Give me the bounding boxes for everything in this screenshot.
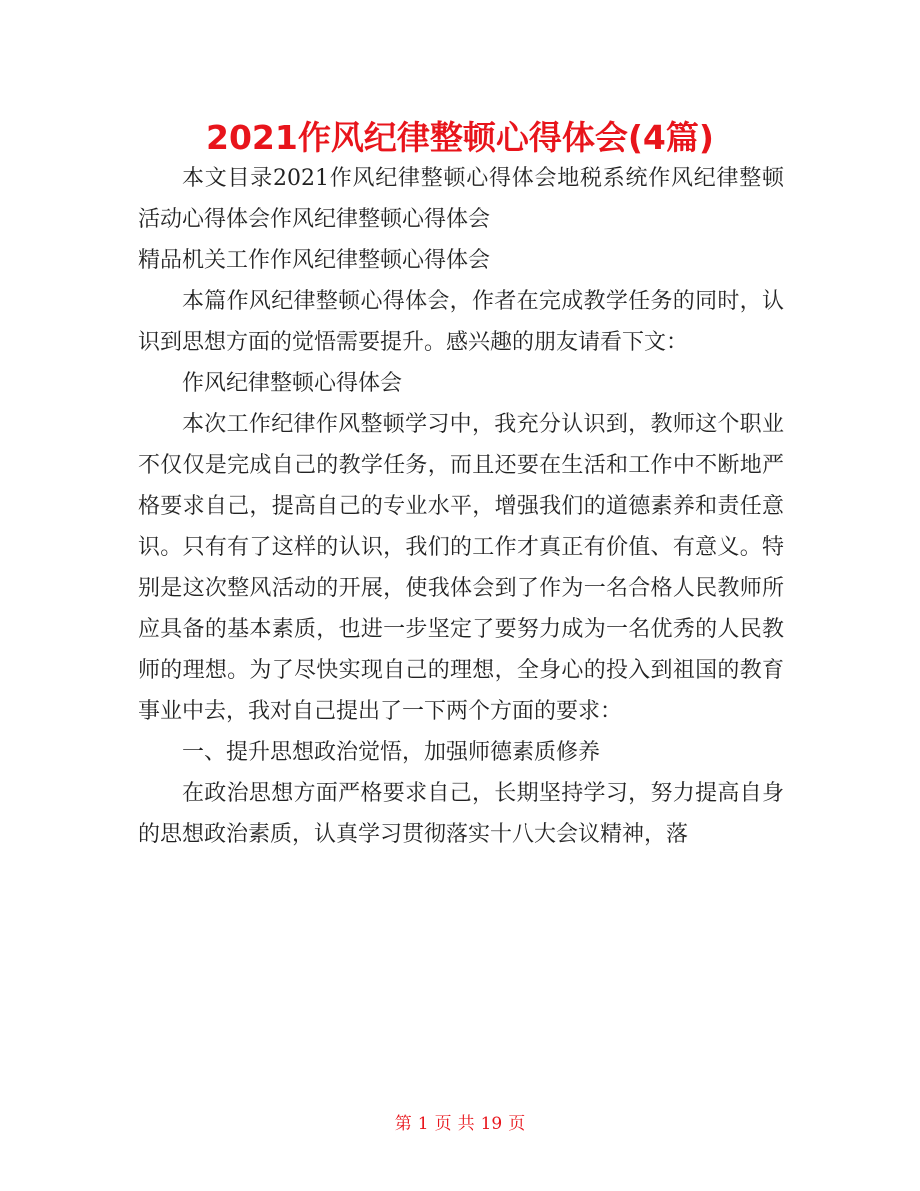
section-heading-1: 一、提升思想政治觉悟，加强师德素质修养 (182, 740, 601, 765)
body-paragraph-2: 在政治思想方面严格要求自己，长期坚持学习，努力提高自身的思想政治素质，认真学习贯彻落实十八大会议精神，落 (138, 781, 784, 847)
footer-total-unit: 页 (508, 1114, 526, 1134)
toc-line: 本文目录2021作风纪律整顿心得体会地税系统作风纪律整顿活动心得体会作风纪律整顿心得体会 (138, 166, 784, 232)
section-subtitle: 作风纪律整顿心得体会 (182, 371, 403, 396)
table-of-contents (138, 158, 784, 281)
footer-total-label: 共 (457, 1114, 475, 1134)
footer-current-page: 1 (417, 1114, 429, 1134)
page-footer (0, 1110, 920, 1138)
toc-line-2: 精品机关工作作风纪律整顿心得体会 (138, 248, 491, 273)
body-paragraph-1: 本次工作纪律作风整顿学习中，我充分认识到，教师这个职业不仅仅是完成自己的教学任务，而且还要在生活和工作中不断地严格要求自己，提高自己的专业水平，增强我们的道德素养和责任意识。只有有了这样的认识，我们的工作才真正有价值、有意义。特别是这次整风活动的开展，使我体会到了作为一名合格人民教师所应具备的基本素质，也进一步坚定了要努力成为一名优秀的人民教师的理想。为了尽快实现自己的理想，全身心的投入到祖国的教育事业中去，我对自己提出了一下两个方面的要求： (138, 412, 784, 724)
document-title: 2021作风纪律整顿心得体会(4篇) (206, 118, 714, 157)
intro-paragraph: 本篇作风纪律整顿心得体会，作者在完成教学任务的同时，认识到思想方面的觉悟需要提升。感兴趣的朋友请看下文： (138, 289, 784, 355)
footer-page-label: 第 (394, 1114, 412, 1134)
footer-total-pages: 19 (480, 1114, 503, 1134)
footer-page-unit: 页 (434, 1114, 452, 1134)
document-body (138, 158, 784, 855)
